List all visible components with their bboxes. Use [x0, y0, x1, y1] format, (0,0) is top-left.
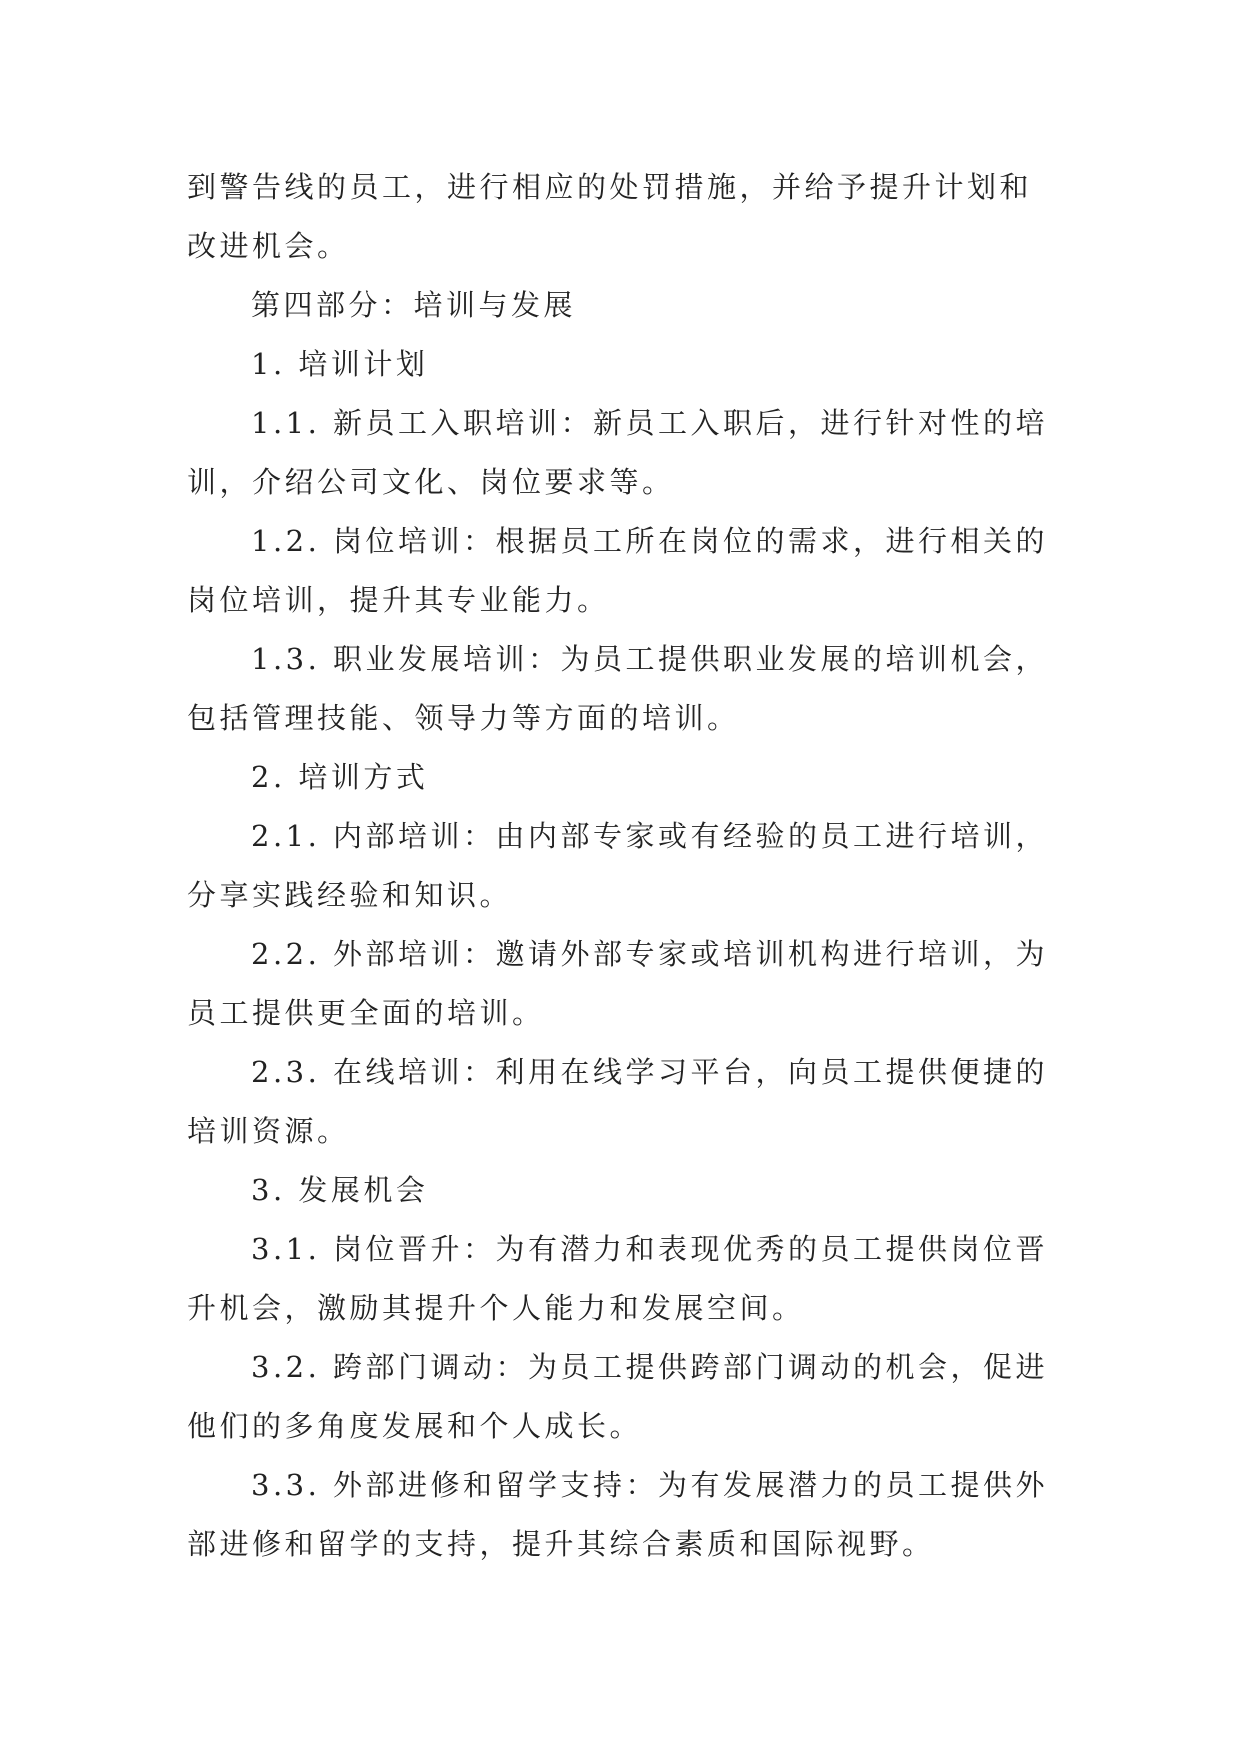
document-body	[187, 158, 1055, 1574]
paragraph-continuation: 到警告线的员工，进行相应的处罚措施，并给予提升计划和改进机会。	[187, 170, 1033, 263]
list-item-1-1: 1.1. 新员工入职培训：新员工入职后，进行针对性的培训，介绍公司文化、岗位要求等。	[187, 406, 1049, 499]
subsection-heading-training-methods: 2. 培训方式	[251, 760, 429, 794]
list-item-1-2: 1.2. 岗位培训：根据员工所在岗位的需求，进行相关的岗位培训，提升其专业能力。	[187, 524, 1049, 617]
list-item-2-2: 2.2. 外部培训：邀请外部专家或培训机构进行培训，为员工提供更全面的培训。	[187, 937, 1049, 1030]
section-heading: 第四部分：培训与发展	[251, 288, 577, 322]
list-item-1-3: 1.3. 职业发展培训：为员工提供职业发展的培训机会，包括管理技能、领导力等方面的培训。	[187, 642, 1049, 735]
list-item-3-2: 3.2. 跨部门调动：为员工提供跨部门调动的机会，促进他们的多角度发展和个人成长。	[187, 1350, 1049, 1443]
list-item-2-3: 2.3. 在线培训：利用在线学习平台，向员工提供便捷的培训资源。	[187, 1055, 1049, 1148]
list-item-2-1: 2.1. 内部培训：由内部专家或有经验的员工进行培训，分享实践经验和知识。	[187, 819, 1049, 912]
list-item-3-3: 3.3. 外部进修和留学支持：为有发展潜力的员工提供外部进修和留学的支持，提升其综合素质和国际视野。	[187, 1468, 1049, 1561]
list-item-3-1: 3.1. 岗位晋升：为有潜力和表现优秀的员工提供岗位晋升机会，激励其提升个人能力和发展空间。	[187, 1232, 1049, 1325]
subsection-heading-training-plan: 1. 培训计划	[251, 347, 429, 381]
subsection-heading-development: 3. 发展机会	[251, 1173, 429, 1207]
